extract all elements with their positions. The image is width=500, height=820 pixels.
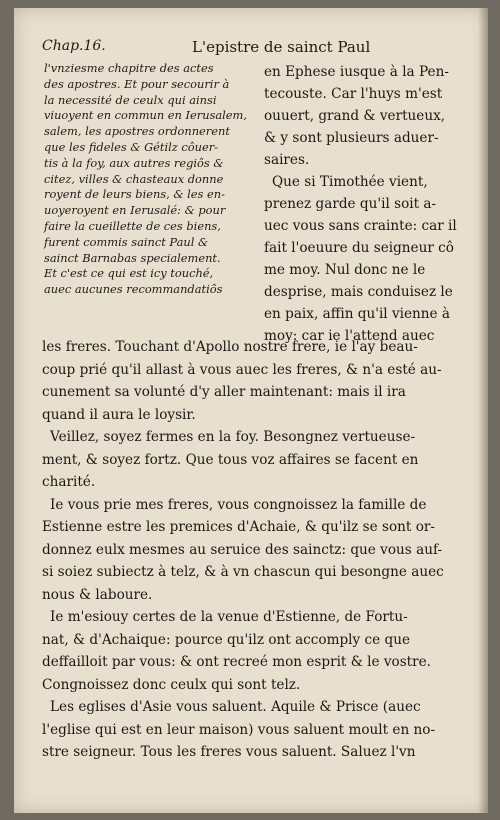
- text-line: si soiez subiectz à telz, & à vn chascun qui besongne auec: [42, 564, 444, 580]
- page-gutter-shadow: [478, 8, 488, 813]
- sidenote-line: citez, villes & chasteaux donne: [44, 171, 224, 186]
- text-line: prenez garde qu'il soit a-: [264, 196, 437, 212]
- running-header: [42, 38, 472, 60]
- text-line: Estienne estre les premices d'Achaie, & qu'ilz se sont or-: [42, 519, 435, 535]
- text-line: Que si Timothée vient,: [272, 174, 428, 190]
- sidenote-line: faire la cueillette de ces biens,: [44, 218, 221, 233]
- sidenote-line: l'vnziesme chapitre des actes: [44, 61, 214, 75]
- marginal-note: [44, 61, 256, 298]
- sidenote-line: viuoyent en commun en Ierusalem,: [44, 108, 247, 123]
- full-width-text: [42, 336, 474, 764]
- paragraph-start-line: Ie vous prie mes freres, vous congnoissez la famille de: [50, 496, 427, 513]
- text-line: quand il aura le loysir.: [42, 406, 196, 423]
- text-line: uec vous sans crainte: car il: [264, 218, 457, 234]
- sidenote-line: furent commis sainct Paul &: [44, 234, 209, 249]
- text-line: coup prié qu'il allast à vous auec les freres, & n'a esté au-: [42, 361, 442, 378]
- sidenote-line: sainct Barnabas specialement.: [44, 250, 221, 265]
- sidenote-line: salem, les apostres ordonnerent: [44, 124, 230, 139]
- running-title: L'epistre de sainct Paul: [192, 38, 371, 56]
- text-line: saires.: [264, 152, 310, 168]
- text-line: stre seigneur. Tous les freres vous saluent. Saluez l'vn: [42, 744, 416, 760]
- text-line: ment, & soyez fortz. Que tous voz affaires se facent en: [42, 451, 419, 468]
- text-line: fait l'oeuure du seigneur cô: [264, 240, 454, 256]
- main-text-column: [264, 61, 474, 347]
- paragraph-start-line: Veillez, soyez fermes en la foy. Besongnez vertueuse-: [50, 429, 416, 445]
- text-line: en paix, affin qu'il vienne à: [264, 306, 451, 322]
- sidenote-line: tis à la foy, aux autres regiôs &: [44, 155, 224, 170]
- sidenote-line: que les fideles & Gétilz côuer-: [44, 139, 219, 154]
- sidenote-line: des apostres. Et pour secourir à: [44, 76, 230, 91]
- chapter-number: Chap.16.: [42, 38, 106, 54]
- text-line: ouuert, grand & vertueux,: [264, 108, 446, 124]
- paragraph-start-line: Ie m'esiouy certes de la venue d'Estienne, de Fortu-: [50, 609, 408, 625]
- text-line: donnez eulx mesmes au seruice des sainctz: que vous auf-: [42, 541, 443, 558]
- text-line: en Ephese iusque à la Pen-: [264, 64, 449, 80]
- text-line: tecouste. Car l'huys m'est: [264, 86, 443, 102]
- text-line: les freres. Touchant d'Apollo nostre frere, ie l'ay beau-: [42, 339, 418, 355]
- text-line: charité.: [42, 474, 96, 490]
- text-line: Congnoissez donc ceulx qui sont telz.: [42, 676, 301, 693]
- sidenote-line: uoyeroyent en Ierusalé: & pour: [44, 203, 226, 218]
- sidenote-line: Et c'est ce qui est icy touché,: [44, 266, 214, 281]
- text-line: & y sont plusieurs aduer-: [264, 130, 439, 146]
- paragraph-start-line: Les eglises d'Asie vous saluent. Aquile & Prisce (auec: [50, 699, 421, 715]
- text-line: nat, & d'Achaique: pource qu'ilz ont accomply ce que: [42, 631, 411, 648]
- sidenote-line: auec aucunes recommandatiôs: [44, 282, 223, 297]
- text-line: desprise, mais conduisez le: [264, 284, 453, 300]
- text-line: cunement sa volunté d'y aller maintenant: mais il ira: [42, 384, 406, 400]
- text-line: me moy. Nul donc ne le: [264, 262, 426, 278]
- sidenote-line: la necessité de ceulx qui ainsi: [44, 92, 217, 107]
- book-page: [14, 8, 488, 813]
- text-line: l'eglise qui est en leur maison) vous saluent moult en no-: [42, 721, 436, 738]
- text-line: deffailloit par vous: & ont recreé mon esprit & le vostre.: [42, 654, 432, 670]
- text-line: nous & laboure.: [42, 586, 153, 603]
- sidenote-line: royent de leurs biens, & les en-: [44, 187, 225, 202]
- text-line: moy: car ie l'attend auec: [264, 328, 435, 344]
